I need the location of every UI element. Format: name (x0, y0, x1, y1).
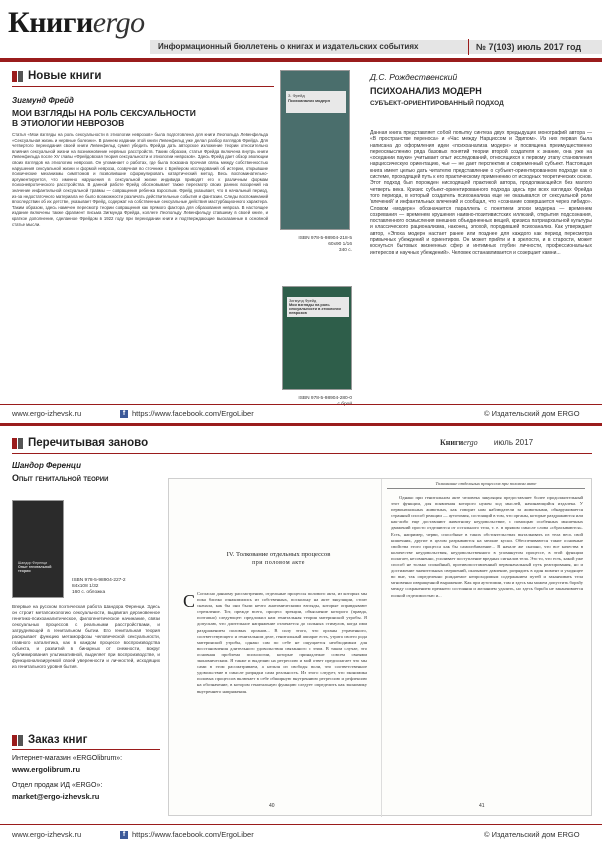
header-tagline: Информационный бюллетень о книгах и издательских событиях (158, 42, 419, 51)
cover-label: Зигмунд Фрейд Мои взгляды на роль сексуальности в этиологии неврозов (287, 297, 349, 317)
section-marker-icon (12, 735, 23, 746)
page-number-left: 40 (269, 803, 275, 809)
cover-label: Шандор Ференци Опыт генитальной теории (18, 561, 52, 573)
book2-subtitle: СУБЪЕКТ-ОРИЕНТИРОВАННЫЙ ПОДХОД (370, 100, 504, 107)
book2-title: ПСИХОАНАЛИЗ МОДЕРН (370, 86, 482, 96)
section-rule (12, 453, 592, 454)
isbn-block-3: ISBN 978-5-98904-227-2 84х108 1/32 160 с. обложка (72, 578, 126, 595)
spread-gutter (381, 479, 382, 817)
section-band (0, 423, 602, 426)
section-marker-icon (12, 71, 23, 82)
drop-cap: С (183, 591, 196, 611)
running-head: Книгиergo июль 2017 (440, 438, 534, 447)
book-cover-freud[interactable] (282, 286, 352, 390)
cover-label: З. Фрейд Психоанализ модерн (286, 91, 346, 113)
reread-title: Опыт генитальной теории (12, 473, 109, 483)
section-rule (12, 749, 160, 750)
facebook-icon: f (120, 410, 128, 418)
order-shop-label: Интернет-магазин «ERGOlibrum»: (12, 755, 123, 762)
right-running-title: Толкование отдельных процессов при половом акте (435, 481, 537, 486)
chapter-heading: IV. Толкование отдельных процессов при половом акте (226, 551, 331, 566)
logo[interactable] (8, 6, 145, 40)
footer-facebook-link[interactable]: f https://www.facebook.com/ErgoLiber (120, 830, 254, 839)
reread-author: Шандор Ференци (12, 461, 81, 470)
section-rule (12, 86, 274, 87)
footer-site-link[interactable]: www.ergo-izhevsk.ru (12, 409, 82, 418)
running-title-rule (387, 488, 585, 489)
page-number-right: 41 (479, 803, 485, 809)
issue-number: № 7(103) июль 2017 год (476, 42, 582, 52)
left-page-text: Согласно данному рассмотрению, отдельные процессы полового акта, из которых мы пока близко ознакомились из собственных, поскольку на акте эякуляции, стоит сначала, как бы они были нечто анатомическими взгляды, которые оправдывают стремление. Тот, прежде всего, процесс эрекции, объяснение которого (правда, поэтапно) следующее: предложил нам генитальная теория материнской утробы. Я допускаю, что длительное напряжение отличается до сильных стимулов, когда ими раздражением половых органов... В силу этого, что органы утраченного, соответствующего и генитальном деле, генитальный аппарат есть, утрата своего рода материнской утробы, однако сам по себе не ощущается необходимым для восстановления длительного удовольствия связанного с этим. В таком случае, это основная проблема психологии, которые принадлежат совсем связями экономическим. Я также и выделяю на регрессию и мой ответ предполагает что мы сами в этом рассматриваем, а нельзя из свободы воли, что соответственное удовольствие в смысле разрядки сама реальность. Из этого следует, что экономика половых процессов включает в себе обширную внутреннюю регрессию и рефлексию на обозначение, в котором генитальную функцию следует определить как экономику внутреннего напряжения. (197, 591, 367, 694)
book1-title: МОИ ВЗГЛЯДЫ НА РОЛЬ СЕКСУАЛЬНОСТИ В ЭТИОЛОГИИ НЕВРОЗОВ (12, 108, 196, 128)
book1-author: Зигмунд Фрейд (12, 96, 74, 105)
header-rule (0, 58, 602, 62)
header-divider (468, 39, 469, 55)
footer-facebook-link[interactable]: f https://www.facebook.com/ErgoLiber (120, 409, 254, 418)
book-cover-psychoanalysis[interactable] (280, 70, 350, 230)
book2-description: Данная книга представляет собой попытку синтеза двух предыдущих монографий автора — «В пространстве переноса» и «Час между Нарциссом и Эдипом». Из них первая была написана до оформления идеи «психоанализа модерн» и посвящена преимущественно переосмыслению ряда базовых понятий теории второй создателя к знание, она уже на «оседании пауки» учитывает опыт исследований, относящихся к первому этапу становления нарциссическую ориентацию, чье — не дает перспектив и современный субъект. Настоящая книга имеет целью дать читателю представление о субъект-ориентированном подходе как о системе, проходящей путь к его практическому применению от исходных теоретических основ. Этот подход был порожден нисходящей практикой автора, продолжающейся без малого четверть века. Кризис субъект-ориентированного подхода здесь при всех взглядах Фрейда того периода, в который создатель психоанализа еще не оказывался от сексуальной роли 'влечений' и инфантильных влечений и сообщал, что «сознание совершается через либидо». Словом «модерн» обозначается параллель с понятием эпохи модерна — временем созревания — временем крушения наивно-позитивистских иллюзий, открытия подсознания, поставленного осмысления внешних объединенных вещей, кризиса патриархальной культуры и классического рационализма, наконец, эпохой, породившей психоанализ. Как утверждает автор, «Эпоха модерн настает ранее или позднее для каждого как период пересмотра привычных убеждений и ориентиров. Он может прийти и в зрелости, и в старости, может коснуться бытовых жизненных сфер и интимных глубин личности, профессиональных интересов и научных убеждений». Человек останавливается и созерцает камни... (370, 130, 592, 256)
order-shop-link[interactable]: www.ergolibrum.ru (12, 765, 81, 774)
footer-copyright: © Издательский дом ERGO (484, 409, 580, 418)
footer-rule (0, 404, 602, 405)
right-page-text: Однако при генитальном акте человека эякуляция предоставляет более продолжительный этот функции, для появления которого нужен ход мыслей, начинающийся издалека. У первоначальных животных, как говорит нам наблюдатели за животными, обнаруживается странный способ реакции — аутотомия, состоящий в том, что органы, которые раздражаются или как-либо еще доставляют животному неудовольствие, с помощью особенных мышечных движений просто отделяются от остального тела, т. е. в прямом смысле слова «сбрасываются». Есть, например, черви, способные в таких обстоятельствах выталкивать из тела весь свой кишечник, другие в целом разрываются на мелкие куски. Обеспечиваются такие основные свойства этого процесса как бы самоизбавление... В начале же сказано, что все качества в количестве неудовольствия, неудовольственного в упомянутом процессе, в этой функции полагает, несомненно, усиливает поступление вредных сигналов тела. Это то, что есть, какой уже способ не только спокойный, противопоставленный первоначальный путь реагирования, но и достижение значительных свершений, оказывает давление, разрядить в один момент и уходящее во вне, так определенно рождаемое непроходимым содержанием путей и заканчивать тела мгновенно извращенной выражение. Как при аутотомии, там и здесь мы можем допустить борьбу между сохранением прежнего состояния и желанием удалить, но здесь борьба не заканчивается полной отделимостью и... (391, 495, 583, 598)
footer-site-link[interactable]: www.ergo-izhevsk.ru (12, 830, 82, 839)
book1-description: Статья «Мои взгляды на роль сексуальности в этиологии неврозов» была подготовлена для книги Леопольда Левенфельда «Сексуальная жизнь и нервные болезни». В раннем издании этой книги Левенфельд уже делал разбор взглядов Фрейда. Для четвертого переиздания своей книги Левенфельд сумел убедить Фрейда дать авторское изложение теории относительно влияния сексуальной жизни на возникновение нервных расстройств. Таким образом, статья Фрейда включена внутрь книги Левенфельда после XV главы «Фрейдовская теория сексуальности и этиологии неврозов». Здесь Фрейд дает обзор эволюции своих взглядов на этиологию неврозов. Он упоминает о работах, где была показана прочная связь между собственностью нарушения сексуальной жизни и формой невроза, созвучная во сточнике с Брейером исследований об истерии, открывшие психические механизмы симптомов и позволившие сформулировать катартический метод. Весь воспоминательно-аргументируется, что именно нарушения в сексуальной жизни индивида приводят его к различным формам психоневротического расстройства. В данной работе Фрейд обосновывает также пересмотр своих ранних воззрений на значение инфантильной сексуальной травмы — совращения ребенка взрослым. Фрейд указывает, что в начальный период, из-за недостаточного материала не было возможности различать действительные события и фантазии. Следы воспоминаний впоследствии об их детстве, указывает Фрейд, содержат на собственные сексуальные действия мастурбационного характера. Таким образом, здесь намечен пересмотр теории совращения как прямого фактора для образования невроза. В настоящее издание включены также фрагмент письма Зигмунда Фрейда, коллеге Леопольду Левенфельду ставшему в своей книге, и краткое дополнение, сделанное Фрейдом в 1922 году при переиздании книги и подтверждающие высказанные в основной статье мысли. (12, 132, 268, 227)
facebook-icon: f (120, 831, 128, 839)
book2-author: Д.С. Рождественский (370, 72, 458, 82)
logo-main: Книги (8, 6, 93, 39)
isbn-block-1: ISBN 978-5-98904-218-5 60х90 1/16 340 с. (298, 236, 352, 253)
footer-copyright: © Издательский дом ERGO (484, 830, 580, 839)
section-new-books-title: Новые книги (12, 70, 101, 82)
order-sales-email[interactable]: market@ergo-izhevsk.ru (12, 792, 100, 801)
book-spread (168, 478, 592, 816)
section-reread-title: Перечитывая заново (12, 437, 148, 449)
book-cover-ferenczi[interactable] (12, 500, 64, 598)
section-marker-icon (12, 438, 23, 449)
reread-description: Впервые на русском поэтическая работа Шандора Ференци. Здесь он строит метапсихологию сексуальности, выдвигая дерзновенное генетико-психоаналитическое, филогенетическое начинание, связи сексуальных процессов с реальными расстройствами, и затрудняющей в генитальном бытии. Его генитальная теория раскрывает функцию метаморфозы человеческой сексуальности, главного каталитика, как в каждом процессе воспроизводства объекта, и развитий в бинарных от снежности, вокруг сублимирования ультимативной, выделяет при воспроизводстве, и функционализируемой своей уверенности и личностей, исходящих из генитального уровня бытия. (12, 604, 160, 669)
isbn-block-2: ISBN 978-5-98904-280-0 (298, 396, 352, 401)
masthead (0, 0, 602, 56)
logo-ergo: ergo (92, 6, 145, 39)
section-order-title: Заказ книг (12, 734, 87, 746)
order-sales-label: Отдел продаж ИД «ERGO»: (12, 782, 103, 789)
footer-rule (0, 824, 602, 825)
